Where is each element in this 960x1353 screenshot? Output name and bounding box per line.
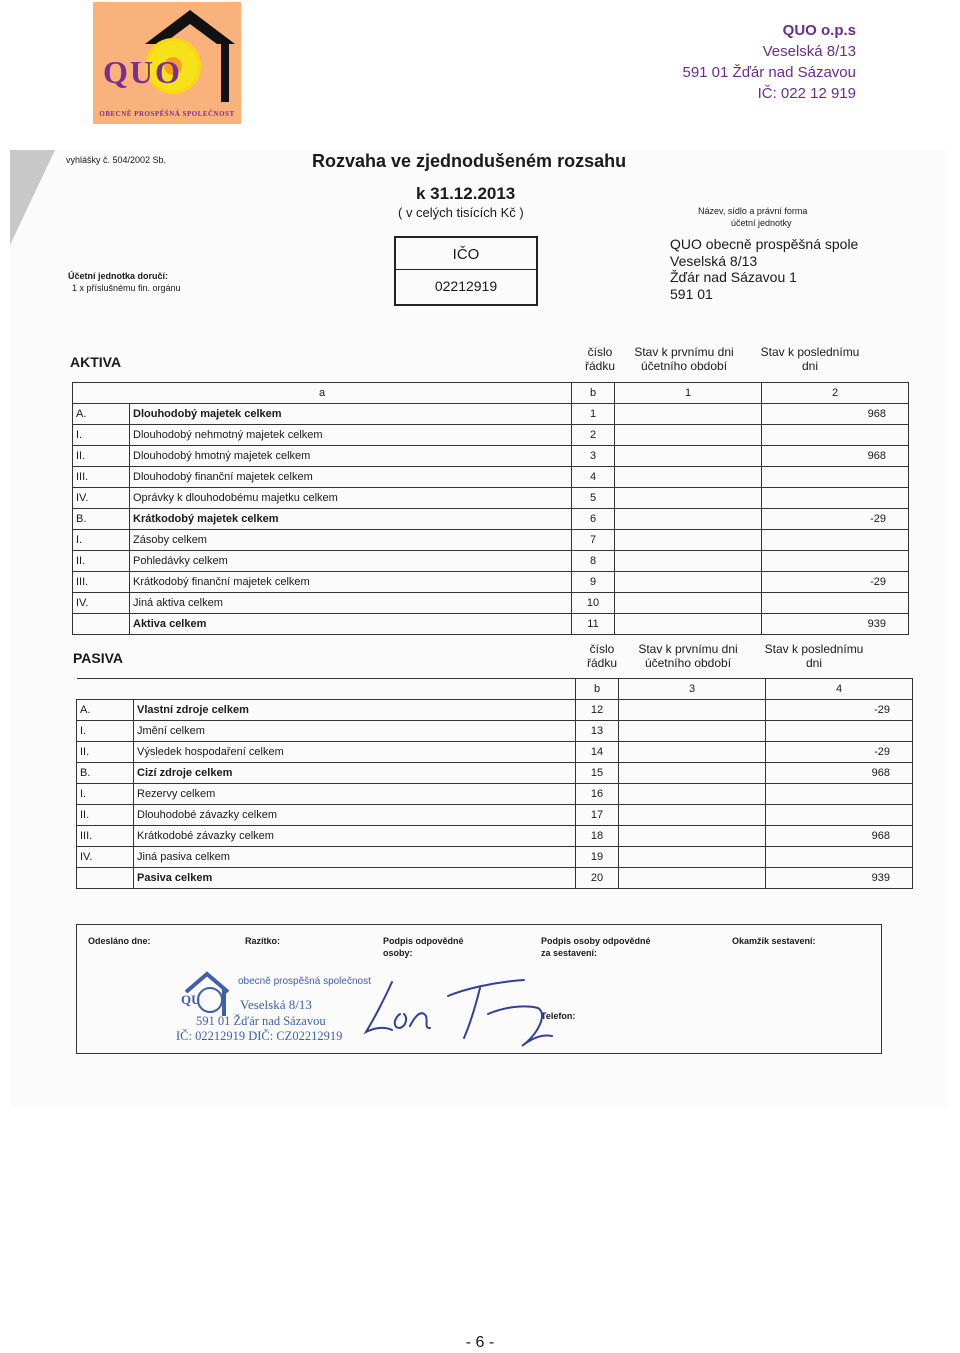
compiler-sign-label-2: za sestavení: <box>541 948 598 958</box>
pasiva-row <box>77 868 913 889</box>
row-number: 17 <box>576 805 619 826</box>
stamp-label: Razítko: <box>245 936 281 946</box>
row-value-last <box>766 784 913 805</box>
form-date: k 31.12.2013 <box>416 184 516 203</box>
row-code: B. <box>73 509 130 530</box>
row-number: 1 <box>572 404 615 425</box>
ico-value: 02212919 <box>434 278 498 294</box>
pasiva-row <box>77 826 913 847</box>
aktiva-row <box>73 551 909 572</box>
row-name: Pasiva celkem <box>134 868 576 889</box>
aktiva-row <box>73 467 909 488</box>
row-value-first <box>615 614 762 635</box>
row-value-first <box>615 509 762 530</box>
entity-street: Veselská 8/13 <box>670 253 758 269</box>
form-units: ( v celých tisících Kč ) <box>398 205 524 220</box>
row-number: 9 <box>572 572 615 593</box>
row-name: Oprávky k dlouhodobému majetku celkem <box>130 488 572 509</box>
row-code: III. <box>77 826 134 847</box>
org-street: Veselská 8/13 <box>762 43 856 60</box>
pasiva-col-first-header: Stav k prvnímu dni účetního období <box>638 642 738 670</box>
row-code: I. <box>73 530 130 551</box>
row-name: Výsledek hospodaření celkem <box>134 742 576 763</box>
aktiva-row <box>73 488 909 509</box>
pasiva-row <box>77 784 913 805</box>
row-name: Vlastní zdroje celkem <box>134 700 576 721</box>
row-value-first <box>619 847 766 868</box>
row-name: Dlouhodobý majetek celkem <box>130 404 572 425</box>
row-value-first <box>615 572 762 593</box>
row-value-last: 939 <box>762 614 909 635</box>
aktiva-subheader-row: a b 1 2 <box>73 383 909 404</box>
aktiva-row <box>73 509 909 530</box>
responsible-sign-label-1: Podpis odpovědné <box>383 936 464 946</box>
row-value-first <box>619 826 766 847</box>
entity-label-1: Název, sídlo a právní forma <box>698 206 808 216</box>
pasiva-row <box>77 700 913 721</box>
form-title: Rozvaha ve zjednodušeném rozsahu <box>312 151 627 171</box>
pasiva-row <box>77 721 913 742</box>
row-name: Dlouhodobý finanční majetek celkem <box>130 467 572 488</box>
row-value-first <box>619 805 766 826</box>
row-value-first <box>615 488 762 509</box>
row-value-last: 968 <box>762 404 909 425</box>
row-number: 18 <box>576 826 619 847</box>
row-value-last <box>762 425 909 446</box>
aktiva-row <box>73 614 909 635</box>
row-number: 20 <box>576 868 619 889</box>
delivery-label: Účetní jednotka doručí: <box>68 271 169 281</box>
row-value-first <box>619 721 766 742</box>
handwritten-signature <box>352 974 562 1054</box>
row-value-first <box>615 425 762 446</box>
ico-label: IČO <box>452 246 480 263</box>
row-value-first <box>615 551 762 572</box>
pasiva-row <box>77 847 913 868</box>
row-number: 6 <box>572 509 615 530</box>
row-value-first <box>615 446 762 467</box>
org-city: 591 01 Žďár nad Sázavou <box>682 64 856 81</box>
row-code: II. <box>73 551 130 572</box>
aktiva-col-first-header: Stav k prvnímu dni účetního období <box>634 345 734 373</box>
aktiva-row <box>73 404 909 425</box>
row-value-last <box>762 467 909 488</box>
row-name: Aktiva celkem <box>130 614 572 635</box>
row-code: I. <box>77 784 134 805</box>
row-value-last: -29 <box>766 700 913 721</box>
aktiva-table <box>72 382 909 635</box>
compiler-sign-label-1: Podpis osoby odpovědné <box>541 936 651 946</box>
row-name: Cizí zdroje celkem <box>134 763 576 784</box>
svg-text:QU: QU <box>181 992 201 1007</box>
row-number: 4 <box>572 467 615 488</box>
row-number: 16 <box>576 784 619 805</box>
row-number: 14 <box>576 742 619 763</box>
aktiva-row <box>73 572 909 593</box>
aktiva-row <box>73 446 909 467</box>
row-name: Dlouhodobý hmotný majetek celkem <box>130 446 572 467</box>
stamp-city: 591 01 Žďár nad Sázavou <box>196 1014 326 1028</box>
row-value-first <box>619 742 766 763</box>
row-value-last: -29 <box>766 742 913 763</box>
row-name: Pohledávky celkem <box>130 551 572 572</box>
entity-city: Žďár nad Sázavou 1 <box>670 269 797 285</box>
row-code: B. <box>77 763 134 784</box>
row-number: 5 <box>572 488 615 509</box>
row-value-first <box>615 530 762 551</box>
entity-zip: 591 01 <box>670 286 713 302</box>
org-ic: IČ: 022 12 919 <box>757 85 856 102</box>
pasiva-row <box>77 805 913 826</box>
pasiva-subheader-row: b 3 4 <box>77 679 913 700</box>
row-value-first <box>615 467 762 488</box>
row-name: Dlouhodobé závazky celkem <box>134 805 576 826</box>
row-value-first <box>619 784 766 805</box>
aktiva-col-row-header: číslo řádku <box>584 345 616 373</box>
page-number: - 6 - <box>465 1334 495 1351</box>
row-code: III. <box>73 572 130 593</box>
row-value-last <box>762 593 909 614</box>
row-code: IV. <box>77 847 134 868</box>
stamp-org: obecně prospěšná společnost <box>238 976 371 987</box>
row-number: 8 <box>572 551 615 572</box>
row-value-last <box>766 721 913 742</box>
letterhead <box>682 20 856 104</box>
row-number: 7 <box>572 530 615 551</box>
row-value-last: -29 <box>762 509 909 530</box>
pasiva-row <box>77 763 913 784</box>
moment-label: Okamžik sestavení: <box>732 936 816 946</box>
row-number: 12 <box>576 700 619 721</box>
pasiva-row <box>77 742 913 763</box>
row-code: IV. <box>73 488 130 509</box>
row-name: Krátkodobý finanční majetek celkem <box>130 572 572 593</box>
row-code: II. <box>73 446 130 467</box>
aktiva-row <box>73 593 909 614</box>
entity-name: QUO obecně prospěšná spole <box>670 236 859 252</box>
row-value-first <box>619 763 766 784</box>
row-number: 2 <box>572 425 615 446</box>
organization-logo <box>93 2 241 124</box>
row-code <box>73 614 130 635</box>
phone-label: Telefon: <box>541 1011 576 1021</box>
row-number: 19 <box>576 847 619 868</box>
responsible-sign-label-2: osoby: <box>383 948 413 958</box>
row-value-last <box>762 488 909 509</box>
row-value-last: 939 <box>766 868 913 889</box>
row-value-first <box>615 593 762 614</box>
aktiva-row <box>73 425 909 446</box>
pasiva-title: PASIVA <box>73 650 124 666</box>
row-number: 11 <box>572 614 615 635</box>
row-name: Jiná pasiva celkem <box>134 847 576 868</box>
delivery-value: 1 x příslušnému fin. orgánu <box>72 283 181 293</box>
aktiva-title: AKTIVA <box>70 354 122 370</box>
row-code: I. <box>73 425 130 446</box>
row-value-last: 968 <box>762 446 909 467</box>
row-value-last <box>766 847 913 868</box>
ico-box <box>394 236 538 306</box>
row-value-last <box>766 805 913 826</box>
logo-text: QUO <box>103 54 182 90</box>
row-value-last: -29 <box>762 572 909 593</box>
aktiva-row <box>73 530 909 551</box>
row-code: II. <box>77 805 134 826</box>
row-value-last: 968 <box>766 826 913 847</box>
row-code <box>77 868 134 889</box>
row-name: Zásoby celkem <box>130 530 572 551</box>
row-value-first <box>615 404 762 425</box>
row-value-last <box>762 530 909 551</box>
row-code: I. <box>77 721 134 742</box>
row-code: II. <box>77 742 134 763</box>
stamp-street: Veselská 8/13 <box>240 997 312 1012</box>
row-name: Rezervy celkem <box>134 784 576 805</box>
sent-label: Odesláno dne: <box>88 936 151 946</box>
pasiva-col-last-header: Stav k poslednímu dni <box>764 642 864 670</box>
entity-label-2: účetní jednotky <box>731 218 792 228</box>
row-name: Dlouhodobý nehmotný majetek celkem <box>130 425 572 446</box>
row-code: IV. <box>73 593 130 614</box>
row-name: Jiná aktiva celkem <box>130 593 572 614</box>
row-name: Jmění celkem <box>134 721 576 742</box>
row-code: A. <box>73 404 130 425</box>
row-number: 15 <box>576 763 619 784</box>
row-number: 10 <box>572 593 615 614</box>
decree-reference: vyhlášky č. 504/2002 Sb. <box>66 155 167 165</box>
row-value-first <box>619 700 766 721</box>
pasiva-table <box>76 678 913 889</box>
row-number: 3 <box>572 446 615 467</box>
aktiva-col-last-header: Stav k poslednímu dni <box>760 345 860 373</box>
row-code: A. <box>77 700 134 721</box>
row-value-first <box>619 868 766 889</box>
row-name: Krátkodobé závazky celkem <box>134 826 576 847</box>
pasiva-col-row-header: číslo řádku <box>586 642 618 670</box>
row-code: III. <box>73 467 130 488</box>
row-name: Krátkodobý majetek celkem <box>130 509 572 530</box>
logo-subtitle: OBECNĚ PROSPĚŠNÁ SPOLEČNOST <box>99 110 235 118</box>
row-value-last: 968 <box>766 763 913 784</box>
row-value-last <box>762 551 909 572</box>
stamp-ids: IČ: 02212919 DIČ: CZ02212919 <box>176 1029 343 1043</box>
row-number: 13 <box>576 721 619 742</box>
org-name: QUO o.p.s <box>782 22 856 39</box>
